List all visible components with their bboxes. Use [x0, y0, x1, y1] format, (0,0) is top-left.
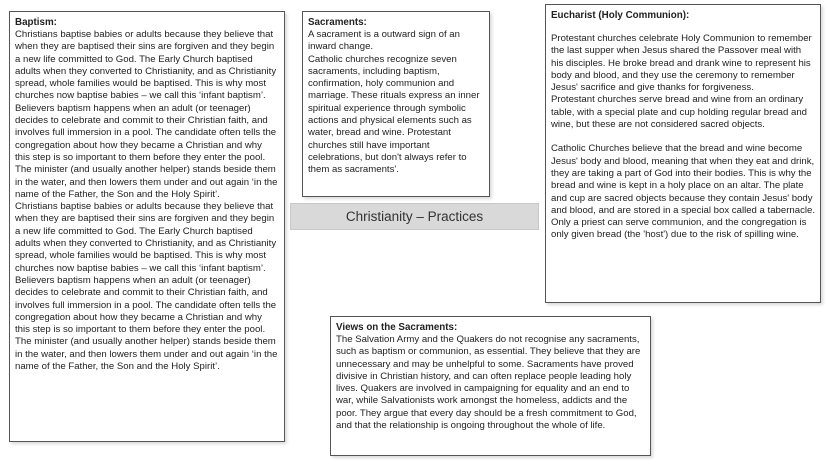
- views-box: [330, 316, 651, 456]
- views-paragraph: The Salvation Army and the Quakers do not recognise any sacraments, such as baptism or communion, as essential. They believe that they are unnecessary and may be unhelpful to some. Sacraments have proved divisive in Christian history, and can often replace people leading holy lives. Quakers are involved in campaigning for equality and an end to war, while Salvationists work amongst the homeless, addicts and the poor. They argue that every day should be a fresh commitment to God, and that the relationship is ongoing throughout the whole of life.: [336, 334, 641, 432]
- eucharist-paragraph: Protestant churches serve bread and wine from an ordinary table, with a special plate and cup holding regular bread and wine, but these are not considered sacred objects.: [551, 94, 808, 131]
- eucharist-heading: Eucharist (Holy Communion):: [551, 10, 690, 21]
- baptism-paragraph: Christians baptise babies or adults because they believe that when they are baptised their sins are forgiven and they begin a new life committed to God. The Early Church baptised adults when they converted to Christianity, and as Christianity spread, whole families would be baptised. This is why most churches now baptise babies – we call this ‘infant baptism’. Believers baptism happens when an adult (or teenager) decides to celebrate and commit to their Christian faith, and involves full immersion in a pool. The candidate often tells the congregation about how they became a Christian and why this step is so important to them before they enter the pool. The minister (and usually another helper) stands beside them in the water, and then lowers them under and out again ‘in the name of the Father, the Son and the Holy Spirit’.: [15, 29, 278, 200]
- sacraments-paragraph: A sacrament is a outward sign of an inward change.: [308, 29, 460, 53]
- baptism-heading: Baptism:: [15, 17, 57, 28]
- paragraph-spacer: [551, 131, 815, 143]
- eucharist-paragraph: Catholic Churches believe that the bread and wine become Jesus' body and blood, meaning that when they eat and drink, they are taking a part of God into their bodies. This is why the bread and wine is kept in a holy place on an altar. The plate and cup are sacred objects because they contain Jesus' body and blood, and are stored in a special box called a tabernacle. Only a priest can serve communion, and the congregation is only given bread (the 'host') due to the risk of spilling wine.: [551, 143, 816, 241]
- views-heading: Views on the Sacraments:: [336, 322, 458, 333]
- sacraments-heading: Sacraments:: [308, 17, 367, 28]
- baptism-box: [9, 11, 285, 442]
- sacraments-box: [302, 11, 490, 197]
- eucharist-box: [545, 4, 821, 303]
- sacraments-paragraph: Catholic churches recognize seven sacraments, including baptism, confirmation, holy communion and marriage. These rituals express an inner spiritual experience through symbolic actions and physical elements such as water, bread and wine. Protestant churches still have important celebrations, but don't always refer to them as sacraments'.: [308, 53, 480, 176]
- baptism-paragraph: Christians baptise babies or adults because they believe that when they are baptised their sins are forgiven and they begin a new life committed to God. The Early Church baptised adults when they converted to Christianity, and as Christianity spread, whole families would be baptised. This is why most churches now baptise babies – we call this ‘infant baptism’. Believers baptism happens when an adult (or teenager) decides to celebrate and commit to their Christian faith, and involves full immersion in a pool. The candidate often tells the congregation about how they became a Christian and why this step is so important to them before they enter the pool. The minister (and usually another helper) stands beside them in the water, and then lowers them under and out again ‘in the name of the Father, the Son and the Holy Spirit’.: [15, 201, 278, 373]
- page-title: Christianity – Practices: [290, 203, 539, 230]
- eucharist-paragraph: Protestant churches celebrate Holy Communion to remember the last supper when Jesus shared the Passover meal with his disciples. He broke bread and drank wine to represent his body and blood, and they use the ceremony to remember Jesus' sacrifice and give thanks for forgiveness.: [551, 33, 812, 94]
